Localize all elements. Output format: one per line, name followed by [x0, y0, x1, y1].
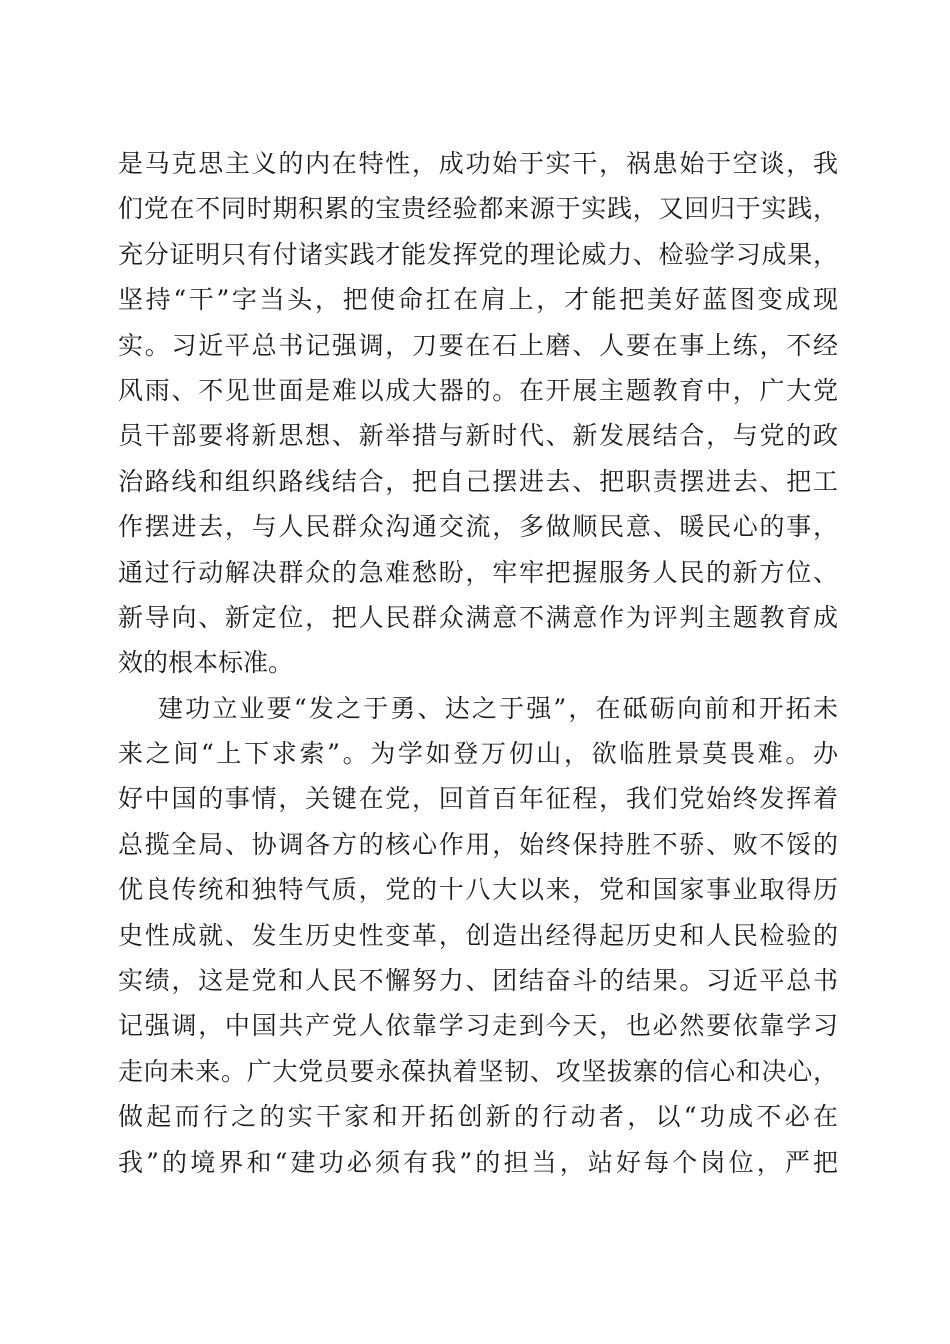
paragraph-continued [118, 141, 838, 686]
text-line: 走向未来。广大党员要永葆执着坚韧、攻坚拔寨的信心和决心， [118, 1056, 838, 1086]
text-line: 总揽全局、协调各方的核心作用，始终保持胜不骄、败不馁的 [118, 829, 838, 859]
text-line: 建功立业要“发之于勇、达之于强”，在砥砺向前和开拓未 [158, 693, 838, 723]
text-line: 我”的境界和“建功必须有我”的担当，站好每个岗位，严把 [118, 1147, 838, 1177]
document-body [118, 141, 838, 1185]
text-line: 实绩，这是党和人民不懈努力、团结奋斗的结果。习近平总书 [118, 966, 838, 996]
text-line: 治路线和组织路线结合，把自己摆进去、把职责摆进去、把工 [118, 466, 838, 496]
text-line: 来之间“上下求索”。为学如登万仞山，欲临胜景莫畏难。办 [118, 739, 838, 769]
text-line: 坚持“干”字当头，把使命扛在肩上，才能把美好蓝图变成现 [118, 285, 838, 315]
text-line: 是马克思主义的内在特性，成功始于实干，祸患始于空谈，我 [118, 149, 838, 178]
text-line: 新导向、新定位，把人民群众满意不满意作为评判主题教育成 [118, 602, 838, 632]
text-line: 实。习近平总书记强调，刀要在石上磨、人要在事上练，不经 [118, 330, 838, 360]
text-line: 风雨、不见世面是难以成大器的。在开展主题教育中，广大党 [118, 375, 838, 405]
text-line: 们党在不同时期积累的宝贵经验都来源于实践，又回归于实践， [118, 194, 838, 224]
text-line: 史性成就、发生历史性变革，创造出经得起历史和人民检验的 [118, 920, 838, 950]
text-line: 优良传统和独特气质，党的十八大以来，党和国家事业取得历 [118, 875, 838, 905]
text-line: 做起而行之的实干家和开拓创新的行动者，以“功成不必在 [118, 1102, 838, 1132]
text-line: 记强调，中国共产党人依靠学习走到今天，也必然要依靠学习 [118, 1011, 838, 1041]
text-line: 作摆进去，与人民群众沟通交流，多做顺民意、暖民心的事， [118, 512, 838, 542]
text-line: 充分证明只有付诸实践才能发挥党的理论威力、检验学习成果， [118, 239, 838, 269]
text-line: 通过行动解决群众的急难愁盼，牢牢把握服务人民的新方位、 [118, 557, 838, 587]
text-line: 员干部要将新思想、新举措与新时代、新发展结合，与党的政 [118, 421, 838, 451]
paragraph-next [118, 686, 838, 1185]
text-line: 效的根本标准。 [118, 648, 294, 678]
text-line: 好中国的事情，关键在党，回首百年征程，我们党始终发挥着 [118, 784, 838, 814]
